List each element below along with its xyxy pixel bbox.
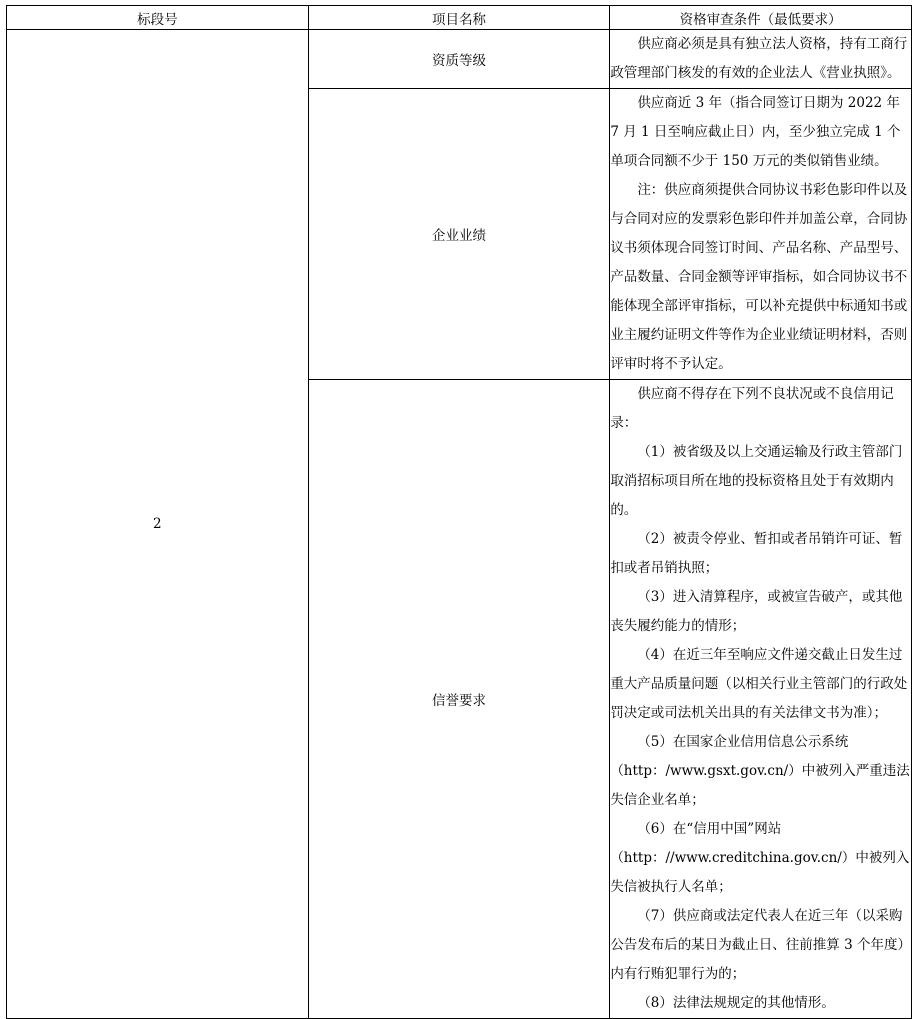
requirement-cell <box>610 380 912 1019</box>
requirement-item: （3）进入清算程序，或被宣告破产，或其他丧失履约能力的情形； <box>610 589 903 634</box>
requirement-text: 供应商近 3 年（指合同签订日期为 2022 年 7 月 1 日至响应截止日）内，至少独立完成 1 个单项合同额不少于 150 万元的类似销售业绩。 <box>610 95 901 169</box>
requirement-text: 供应商必须是具有独立法人资格，持有工商行政管理部门核发的有效的企业法人《营业执照》。 <box>610 36 908 81</box>
header-item-name: 项目名称 <box>308 6 610 30</box>
requirement-item: （8）法律法规规定的其他情形。 <box>637 995 835 1011</box>
requirement-cell <box>610 89 912 380</box>
item-name: 资质等级 <box>308 30 610 89</box>
requirement-note: 注：供应商须提供合同协议书彩色影印件以及与合同对应的发票彩色影印件并加盖公章，合同协议书须体现合同签订时间、产品名称、产品型号、产品数量、合同金额等评审指标，如合同协议书不能体现全部评审指标，可以补充提供中标通知书或业主履约证明文件等作为企业业绩证明材料，否则评审时将不予认定。 <box>610 182 908 372</box>
header-row <box>7 6 912 30</box>
qualification-table <box>6 5 912 1019</box>
header-section-no: 标段号 <box>7 6 309 30</box>
requirement-item: （4）在近三年至响应文件递交截止日发生过重大产品质量问题（以相关行业主管部门的行政处罚决定或司法机关出具的有关法律文书为准）； <box>610 647 908 721</box>
table-row <box>7 30 912 89</box>
requirement-item: （6）在“信用中国”网站（http：//www.creditchina.gov.cn/）中被列入失信被执行人名单； <box>610 821 910 895</box>
requirement-cell <box>610 30 912 89</box>
requirement-item: （7）供应商或法定代表人在近三年（以采购公告发布后的某日为截止日、往前推算 3 个年度）内有行贿犯罪行为的； <box>610 908 911 982</box>
requirement-item: （5）在国家企业信用信息公示系统（http：/www.gsxt.gov.cn/）中被列入严重违法失信企业名单； <box>610 734 910 808</box>
requirement-item: （2）被责令停业、暂扣或者吊销许可证、暂扣或者吊销执照； <box>610 531 903 576</box>
requirement-item: （1）被省级及以上交通运输及行政主管部门取消招标项目所在地的投标资格且处于有效期内的。 <box>610 444 903 518</box>
section-number: 2 <box>7 30 309 1019</box>
item-name: 企业业绩 <box>308 89 610 380</box>
requirement-intro: 供应商不得存在下列不良状况或不良信用记录： <box>610 386 894 431</box>
item-name: 信誉要求 <box>308 380 610 1019</box>
header-requirements: 资格审查条件（最低要求） <box>610 6 912 30</box>
